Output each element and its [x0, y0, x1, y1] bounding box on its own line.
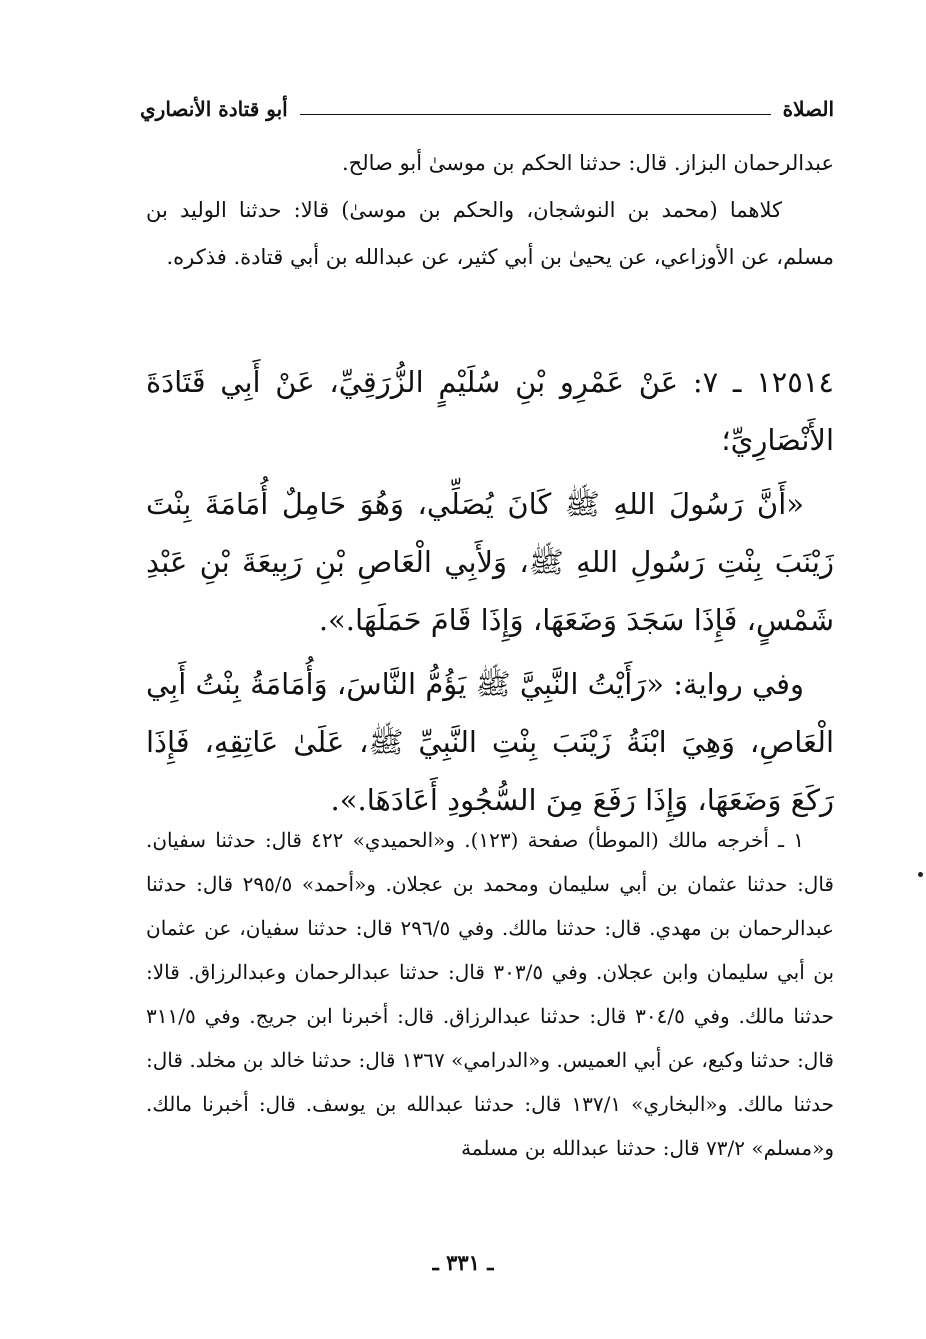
header-chapter-title: أبو قتادة الأنصاري: [140, 97, 288, 121]
margin-mark: [918, 872, 923, 877]
header-section-title: الصلاة: [782, 97, 834, 121]
hadith-heading: ١٢٥١٤ ـ ٧: عَنْ عَمْرِو بْنِ سُلَيْمٍ الزُّرَقِيِّ، عَنْ أَبِي قَتَادَةَ الأَنْصَارِيِّ؛: [146, 365, 834, 457]
header-rule: [300, 114, 771, 115]
page-number: ـ ٣٣١ ـ: [432, 1250, 494, 1275]
hadith-variant: وفي رواية: «رَأَيْتُ النَّبِيَّ ﷺ يَؤُمُّ النَّاسَ، وَأُمَامَةُ بِنْتُ أَبِي الْعَاصِ، وَهِيَ ابْنَةُ زَيْنَبَ بِنْتِ النَّبِيِّ ﷺ، عَلَىٰ عَاتِقِهِ، فَإِذَا رَكَعَ وَضَعَهَا، وَإِذَا رَفَعَ مِنَ السُّجُودِ أَعَادَهَا.».: [146, 667, 834, 817]
preceding-text: [146, 140, 834, 281]
preceding-paragraph: كلاهما (محمد بن النوشجان، والحكم بن موسىٰ) قالا: حدثنا الوليد بن مسلم، عن الأوزاعي، عن يحيىٰ بن أبي كثير، عن عبدالله بن أبي قتادة. فذكره.: [146, 198, 834, 269]
footnote: [146, 818, 834, 1170]
preceding-line: عبدالرحمان البزاز. قال: حدثنا الحكم بن موسىٰ أبو صالح.: [342, 151, 834, 175]
hadith-text: «أَنَّ رَسُولَ اللهِ ﷺ كَانَ يُصَلِّي، وَهُوَ حَامِلٌ أُمَامَةَ بِنْتَ زَيْنَبَ بِنْتِ رَسُولِ اللهِ ﷺ، وَلأَبِي الْعَاصِ بْنِ رَبِيعَةَ بْنِ عَبْدِ شَمْسٍ، فَإِذَا سَجَدَ وَضَعَهَا، وَإِذَا قَامَ حَمَلَهَا.».: [146, 487, 834, 637]
running-header: [140, 92, 834, 126]
hadith-block: [146, 353, 834, 835]
footnote-text: ١ ـ أخرجه مالك (الموطأ) صفحة (١٢٣). و«الحميدي» ٤٢٢ قال: حدثنا سفيان. قال: حدثنا عثمان بن أبي سليمان ومحمد بن عجلان. و«أحمد» ٢٩٥/٥ قال: حدثنا عبدالرحمان بن مهدي. قال: حدثنا مالك. وفي ٢٩٦/٥ قال: حدثنا سفيان، عن عثمان بن أبي سليمان وابن عجلان. وفي ٣٠٣/٥ قال: حدثنا عبدالرحمان وعبدالرزاق. قالا: حدثنا مالك. وفي ٣٠٤/٥ قال: حدثنا عبدالرزاق. قال: أخبرنا ابن جريج. وفي ٣١١/٥ قال: حدثنا وكيع، عن أبي العميس. و«الدرامي» ١٣٦٧ قال: حدثنا خالد بن مخلد. قال: حدثنا مالك. و«البخاري» ١٣٧/١ قال: حدثنا عبدالله بن يوسف. قال: أخبرنا مالك. و«مسلم» ٧٣/٢ قال: حدثنا عبدالله بن مسلمة: [146, 828, 835, 1160]
